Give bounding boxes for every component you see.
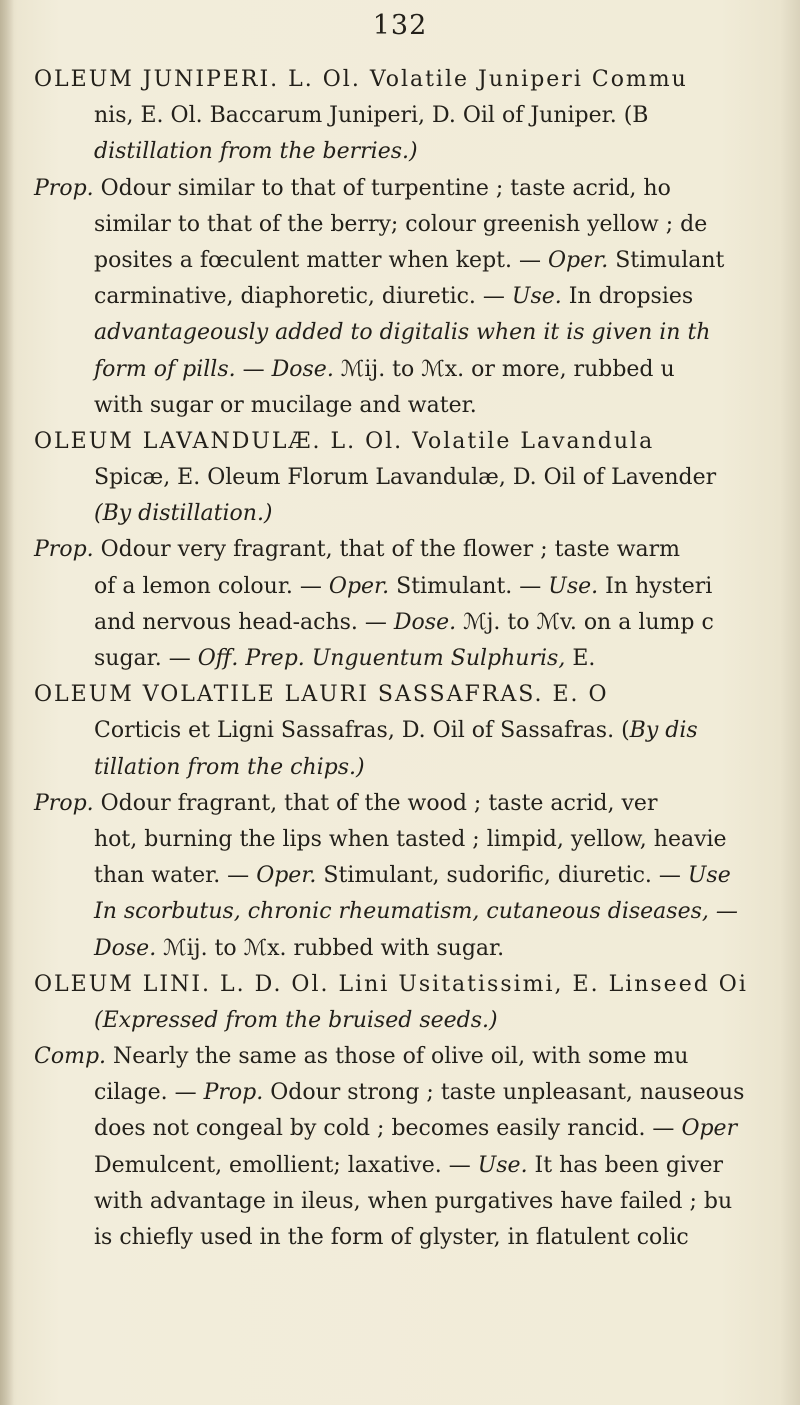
- text-span: Odour strong ; taste unpleasant, nauseous: [263, 1080, 745, 1106]
- text-line: [34, 1039, 800, 1075]
- text-span: In hysteri: [598, 573, 713, 599]
- text-span: —: [235, 356, 272, 382]
- text-span: Dose.: [271, 356, 334, 382]
- text-span: Stimulant: [608, 247, 725, 273]
- text-span: Dose.: [94, 935, 157, 961]
- text-line: [34, 967, 800, 1003]
- text-span: Stimulant. —: [389, 573, 549, 599]
- text-span: It has been giver: [527, 1152, 724, 1178]
- text-line: [34, 134, 800, 170]
- text-line: [34, 243, 800, 279]
- text-span: ℳij. to ℳx. rubbed with sugar.: [156, 935, 505, 961]
- text-span: Oper.: [256, 863, 317, 889]
- entry-heading: OLEUM LAVANDULÆ. L. Ol. Volatile Lavandula: [34, 428, 655, 454]
- text-span: Use.: [548, 573, 599, 599]
- text-line: [34, 532, 800, 568]
- text-line: [34, 641, 800, 677]
- text-span: Off. Prep. Unguentum Sulphuris,: [197, 646, 566, 671]
- page-number: 132: [372, 10, 428, 41]
- text-span: similar to that of the berry; colour greenish yellow ; de: [94, 211, 708, 237]
- text-span: Stimulant, sudorific, diuretic. —: [316, 863, 688, 889]
- text-line: [34, 1148, 800, 1184]
- text-line: [34, 822, 800, 858]
- text-span: ℳij. to ℳx. or more, rubbed u: [333, 356, 675, 382]
- text-span: Oper: [681, 1116, 738, 1142]
- text-span: Nearly the same as those of olive oil, with some mu: [106, 1044, 689, 1070]
- text-span: cilage. —: [94, 1080, 204, 1106]
- text-line: [34, 424, 800, 460]
- text-line: [34, 1003, 800, 1039]
- text-span: Corticis et Ligni Sassafras, D. Oil of Sassafras. (: [94, 718, 630, 744]
- text-line: [34, 677, 800, 713]
- text-span: carminative, diaphoretic, diuretic. —: [94, 284, 512, 310]
- text-span: does not congeal by cold ; becomes easily rancid. —: [94, 1116, 682, 1142]
- text-span: sugar. —: [94, 646, 198, 671]
- text-span: Oper.: [547, 247, 609, 273]
- text-span: (Expressed from the bruised seeds.): [94, 1007, 498, 1033]
- text-line: [34, 1220, 800, 1256]
- binding-shadow: [0, 0, 14, 1405]
- text-line: [34, 315, 800, 351]
- text-span: Prop.: [203, 1080, 264, 1106]
- text-line: [34, 1111, 800, 1147]
- text-span: with sugar or mucilage and water.: [94, 392, 477, 418]
- text-span: posites a fœculent matter when kept. —: [94, 247, 548, 273]
- entry-heading: OLEUM VOLATILE LAURI SASSAFRAS. E. O: [34, 682, 609, 708]
- text-span: Demulcent, emollient; laxative. —: [94, 1152, 478, 1178]
- text-line: [34, 279, 800, 315]
- text-span: Odour very fragrant, that of the flower ; taste warm: [93, 537, 681, 563]
- text-span: In dropsies: [561, 284, 694, 310]
- text-line: [34, 460, 800, 496]
- text-line: [34, 171, 800, 207]
- text-span: ℳj. to ℳv. on a lump c: [456, 609, 714, 635]
- text-span: Prop.: [34, 537, 94, 563]
- text-line: [34, 786, 800, 822]
- text-span: than water. —: [94, 863, 257, 889]
- text-span: By dis: [629, 718, 698, 744]
- text-span: of a lemon colour. —: [94, 573, 329, 599]
- text-line: [34, 62, 800, 98]
- text-line: [34, 858, 800, 894]
- text-line: [34, 496, 800, 532]
- text-span: Use: [687, 863, 731, 889]
- text-span: and nervous head-achs. —: [94, 609, 394, 635]
- text-line: [34, 1075, 800, 1111]
- text-line: [34, 98, 800, 134]
- text-span: with advantage in ileus, when purgatives have failed ; bu: [94, 1188, 733, 1214]
- text-line: [34, 713, 800, 749]
- text-line: [34, 931, 800, 967]
- text-span: Dose.: [393, 609, 457, 635]
- text-span: Use.: [511, 284, 562, 310]
- text-span: Comp.: [34, 1044, 107, 1070]
- text-span: Oper.: [328, 573, 390, 599]
- entry-heading: OLEUM JUNIPERI. L. Ol. Volatile Juniperi Commu: [34, 67, 688, 92]
- text-span: Odour fragrant, that of the wood ; taste acrid, ver: [93, 790, 658, 816]
- text-span: distillation from the berries.): [94, 139, 418, 165]
- text-line: [34, 750, 800, 786]
- text-span: Prop.: [34, 790, 94, 816]
- text-span: Use.: [477, 1152, 528, 1178]
- entry-heading: OLEUM LINI. L. D. Ol. Lini Usitatissimi, E. Linseed Oi: [34, 971, 748, 997]
- text-line: [34, 605, 800, 641]
- text-line: [34, 207, 800, 243]
- text-span: advantageously added to digitalis when it is given in th: [94, 320, 711, 346]
- text-span: hot, burning the lips when tasted ; limpid, yellow, heavie: [94, 826, 727, 852]
- text-span: tillation from the chips.): [94, 754, 365, 780]
- text-span: In scorbutus, chronic rheumatism, cutaneous diseases, —: [94, 899, 738, 925]
- text-span: is chiefly used in the form of glyster, in flatulent colic: [94, 1225, 689, 1250]
- text-span: Spicæ, E. Oleum Florum Lavandulæ, D. Oil of Lavender: [94, 465, 717, 491]
- text-line: [34, 894, 800, 930]
- text-span: Prop.: [34, 175, 94, 201]
- page-text: [34, 62, 800, 1256]
- text-line: [34, 352, 800, 388]
- text-span: form of pills.: [94, 356, 236, 382]
- text-span: E.: [565, 646, 596, 671]
- text-line: [34, 569, 800, 605]
- text-span: (By distillation.): [94, 501, 273, 527]
- text-span: Odour similar to that of turpentine ; taste acrid, ho: [93, 175, 671, 201]
- text-span: nis, E. Ol. Baccarum Juniperi, D. Oil of Juniper. (B: [94, 103, 649, 129]
- text-line: [34, 1184, 800, 1220]
- text-line: [34, 388, 800, 424]
